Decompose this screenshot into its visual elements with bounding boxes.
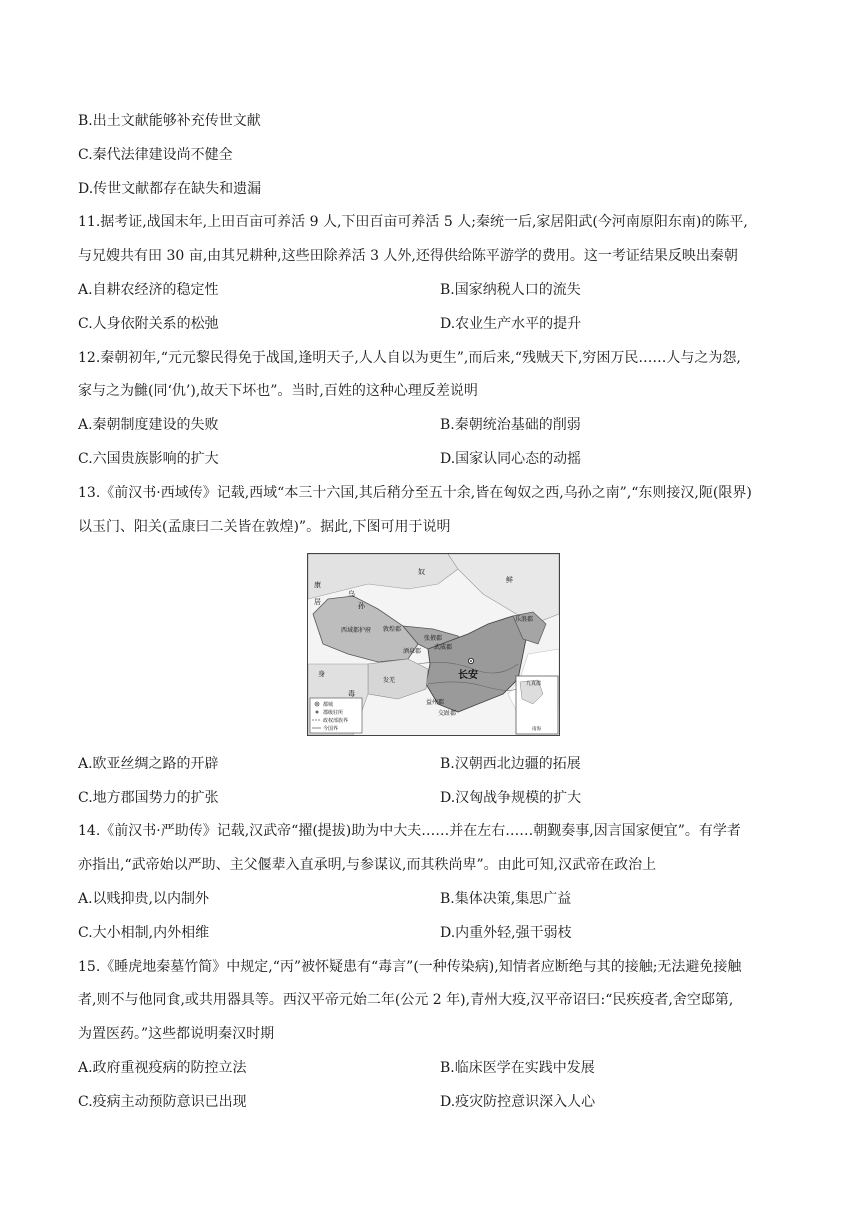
q11-option-c: C.人身依附关系的松弛 — [78, 316, 219, 332]
q15-stem-line3: 为置医药。”这些都说明秦汉时期 — [78, 1026, 275, 1042]
map-legend-boundary: 政权部族界 — [323, 718, 349, 724]
q14-option-b: B.集体决策,集思广益 — [440, 891, 572, 907]
q15-option-a: A.政府重视疫病的防控立法 — [78, 1060, 247, 1076]
q13-option-b: B.汉朝西北边疆的拓展 — [440, 756, 581, 772]
q12-stem-line2: 家与之为雠(同‘仇’),故天下坏也”。当时,百姓的这种心理反差说明 — [78, 383, 478, 399]
q15-stem-line2: 者,则不与他同食,或共用器具等。西汉平帝元始二年(公元 2 年),青州大疫,汉平帝诏曰:“民疾疫者,舍空邸第, — [78, 992, 734, 1008]
q12-option-d: D.国家认同心态的动摇 — [440, 451, 582, 467]
q13-option-a: A.欧亚丝绸之路的开辟 — [78, 756, 219, 772]
map-label-wu: 乌 — [348, 590, 355, 598]
q14-option-d: D.内重外轻,强干弱枝 — [440, 925, 572, 941]
map-label-xiyu: 西域都护府 — [341, 627, 372, 634]
q15-option-c: C.疫病主动预防意识已出现 — [78, 1094, 247, 1110]
q12-option-b: B.秦朝统治基础的削弱 — [440, 417, 581, 433]
q14-option-a: A.以贱抑贵,以内制外 — [78, 891, 210, 907]
map-label-dunhuang: 敦煌郡 — [383, 626, 402, 633]
q15-stem-line1: 15.《睡虎地秦墓竹简》中规定,“丙”被怀疑患有“毒言”(一种传染病),知情者应断绝与其的接触;无法避免接触 — [78, 959, 742, 975]
q10-option-b: B.出土文献能够补充传世文献 — [78, 113, 261, 129]
q15-option-b: B.临床医学在实践中发展 — [440, 1060, 595, 1076]
q10-option-c: C.秦代法律建设尚不健全 — [78, 147, 233, 163]
map-label-faqiang: 发羌 — [383, 677, 396, 684]
han-dynasty-map — [307, 553, 560, 736]
q14-stem-line2: 亦指出,“武帝始以严助、主父偃辈入直承明,与参谋议,而其秩尚卑”。由此可知,汉武帝在政治上 — [78, 857, 657, 873]
q11-option-a: A.自耕农经济的稳定性 — [78, 282, 219, 298]
q11-stem-line2: 与兄嫂共有田 30 亩,由其兄耕种,这些田除养活 3 人外,还得供给陈平游学的费用。这一考证结果反映出秦朝 — [78, 248, 738, 264]
q12-option-c: C.六国贵族影响的扩大 — [78, 451, 219, 467]
q10-option-d: D.传世文献都存在缺失和遗漏 — [78, 181, 262, 197]
map-label-xianbei: 鲜 — [506, 576, 513, 584]
map-label-jiaozhi: 交趾郡 — [438, 710, 457, 717]
q14-option-c: C.大小相制,内外相维 — [78, 925, 210, 941]
q13-stem-line1: 13.《前汉书·西域传》记载,西域“本三十六国,其后稍分至五十余,皆在匈奴之西,乌孙之南”,“东则接汉,阨(限界) — [78, 485, 752, 501]
map-label-nu: 奴 — [418, 568, 425, 576]
q11-option-b: B.国家纳税人口的流失 — [440, 282, 581, 298]
q13-option-c: C.地方郡国势力的扩张 — [78, 790, 219, 806]
map-label-jiuzhen: 九真郡 — [526, 681, 542, 687]
map-legend-modern: 今国界 — [323, 726, 339, 732]
map-label-zhangye: 张掖郡 — [424, 635, 443, 642]
map-label-jiuquan: 酒泉郡 — [403, 648, 422, 655]
map-label-nanhai: 南海 — [532, 727, 541, 732]
map-label-shen: 身 — [318, 670, 325, 678]
map-label-sun: 孙 — [358, 602, 365, 610]
q13-option-d: D.汉匈战争规模的扩大 — [440, 790, 582, 806]
q14-stem-line1: 14.《前汉书·严助传》记载,汉武帝“擢(提拔)助为中大夫……并在左右……朝觐奏事,因言国家便宜”。有学者 — [78, 823, 741, 839]
map-label-yizhou: 益州郡 — [426, 699, 445, 706]
map-label-kang: 康 — [314, 581, 321, 589]
map-label-ju: 居 — [314, 598, 321, 606]
map-label-wuwei: 武威郡 — [434, 644, 453, 651]
map-legend-capital: 都城 — [323, 702, 334, 708]
q12-option-a: A.秦朝制度建设的失败 — [78, 417, 219, 433]
q13-stem-line2: 以玉门、阳关(孟康曰二关皆在敦煌)”。据此,下图可用于说明 — [78, 519, 451, 535]
q12-stem-line1: 12.秦朝初年,“元元黎民得免于战国,逢明天子,人人自以为更生”,而后来,“残贼天下,穷困万民……人与之为怨, — [78, 350, 741, 366]
map-label-du: 毒 — [348, 690, 355, 698]
map-label-changan: 长安 — [458, 670, 478, 681]
map-label-lelang: 乐浪郡 — [515, 616, 534, 623]
map-legend-commandery: 郡级驻所 — [323, 710, 344, 716]
q15-option-d: D.疫灾防控意识深入人心 — [440, 1094, 596, 1110]
q11-stem-line1: 11.据考证,战国末年,上田百亩可养活 9 人,下田百亩可养活 5 人;秦统一后,家居阳武(今河南原阳东南)的陈平, — [78, 214, 748, 230]
q11-option-d: D.农业生产水平的提升 — [440, 316, 582, 332]
